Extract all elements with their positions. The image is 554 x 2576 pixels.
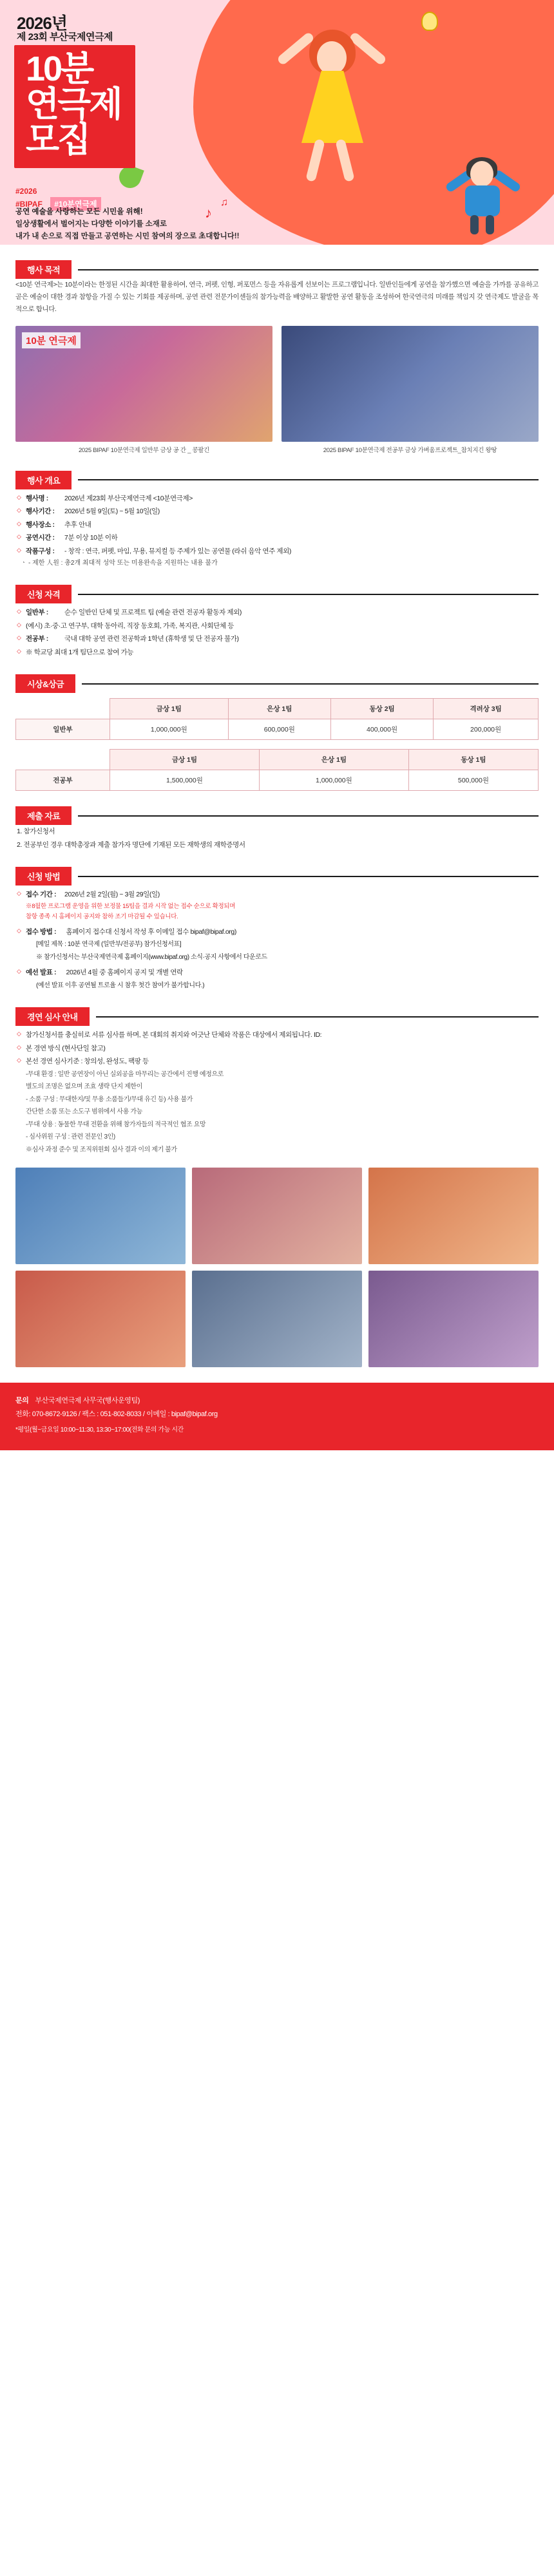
submit-item-2: 2. 전공부인 경우 대학총장과 제출 참가자 명단에 기재된 모든 재학생의 재학증명서 — [17, 840, 245, 849]
table-header-row — [16, 699, 539, 719]
list-item — [17, 966, 539, 979]
table-row — [16, 770, 539, 791]
apply-note-2: 참항 종족 시 홈페이지 공지와 참하 조기 마감될 수 있습니다. — [26, 913, 178, 921]
section-submit-header — [15, 806, 539, 825]
apply-list — [17, 888, 539, 901]
section-purpose-header — [15, 260, 539, 279]
hashtag-bipaf: #BIPAF — [15, 200, 43, 209]
section-overview-header — [15, 471, 539, 489]
judging-item-9: ※심사 과정 준수 및 조직위원회 심사 결과 이의 제기 불가 — [26, 1146, 177, 1153]
apply-red-notes — [26, 902, 539, 923]
section-title-submit: 제출 자료 — [15, 806, 72, 825]
gallery-image-5 — [192, 1271, 362, 1367]
prize-value-gold: 1,000,000원 — [110, 719, 228, 740]
judging-list — [17, 1028, 539, 1068]
overview-list — [17, 492, 539, 558]
eligibility-label-0: 일반부 : — [26, 609, 48, 617]
section-title-eligibility: 신청 자격 — [15, 585, 72, 603]
hero-banner — [0, 0, 554, 245]
judging-item-5: - 소품 구성 : 무대한지/및 무용 소품들기/무대 유긴 등) 사용 불가 — [26, 1095, 193, 1103]
footer-label: 문의 — [15, 1397, 29, 1405]
prize-value-silver-2: 1,000,000원 — [259, 770, 408, 791]
eligibility-label-2: 전공부 : — [26, 635, 48, 643]
eligibility-value-0: 순수 일반인 단체 및 프로젝트 팀 (예술 관련 전공자 활동자 제외) — [64, 609, 242, 617]
purpose-body-text: <10분 연극제>는 10분이라는 한정된 시간을 최대한 활용하여, 연극, 퍼펫, 인형, 퍼포먼스 등을 자유롭게 선보이는 프로그램입니다. 일반인들에게 공연을 참가했으면 예술을 가까를 공유하고 곧은 예술이 대한 경과 참항을 가질 수 있는 기회를 제공하며, 공연 관련 전문가이센들의 참가능력을 배양하고 활발한 공연 활동을 조성하여 한국연극의 미래를 책임지 갖 연극제도 발굴을 목적으로 합니다. — [15, 281, 539, 313]
list-item — [17, 518, 539, 531]
lightbulb-icon — [421, 12, 438, 31]
prize-value-silver: 600,000원 — [228, 719, 330, 740]
judging-item-6: 간단한 소품 또는 소도구 범위에서 사용 가능 — [26, 1108, 142, 1116]
list-item — [17, 888, 539, 901]
row-header-major: 전공부 — [16, 770, 110, 791]
divider — [96, 1016, 539, 1018]
apply-method-line-3: ※ 참가신청서는 부산국제연극제 홈페이지(www.bipaf.org) 소식·공지 사항에서 다운로드 — [36, 953, 267, 961]
overview-label-0: 행사명 : — [26, 494, 48, 502]
hero-subtitle: 제 23회 부산국제연극제 — [17, 32, 113, 43]
footer-hours-note: *평일(월~금요일 10:00~11:30, 13:30~17:00(전화 문의 가능 시간 — [15, 1426, 184, 1434]
prize-value-bronze: 400,000원 — [330, 719, 433, 740]
section-judging-header — [15, 1007, 539, 1026]
eligibility-value-3: ※ 학교당 최대 1개 팀단으로 참여 가능 — [26, 648, 134, 656]
apply-method-list — [17, 925, 539, 938]
submit-item-1: 1. 참가신청서 — [17, 828, 55, 836]
submit-list — [15, 825, 539, 851]
photo-caption-2: 2025 BIPAF 10분연극제 전공부 금상 가벼움프로젝트_참치지긴 왕땅 — [323, 446, 497, 454]
list-item: ◇ 본선 경연 심사기준 : 창의성, 완성도, 팩팡 등 — [17, 1055, 539, 1068]
section-title-apply: 신청 방법 — [15, 867, 72, 886]
section-eligibility-header — [15, 585, 539, 603]
list-item: ◇ 참가신청서를 충실히로 서류 심사를 하며, 본 대회의 취지와 어긋난 단체와 작품은 대상에서 제외됩니다. ID: — [17, 1028, 539, 1041]
section-title-judging: 경연 심사 안내 — [15, 1007, 90, 1026]
content-body — [0, 260, 554, 1367]
apply-period-value: 2026년 2월 2일(월) ~ 3월 29일(일) — [64, 891, 160, 899]
overview-value-0: 2026년 제23회 부산국제연극제 <10분연극제> — [64, 494, 193, 502]
divider — [78, 479, 539, 480]
overview-label-1: 행사기간 : — [26, 507, 55, 516]
column-header-bronze: 동상 2팀 — [330, 699, 433, 719]
photo-overlay-label-1: 10분 연극제 — [22, 332, 81, 348]
apply-method-extra — [35, 938, 539, 963]
hero-intro-line-3: 내가 내 손으로 직접 만들고 공연하는 시민 참여의 장으로 초대합니다!! — [15, 232, 240, 240]
section-title-purpose: 행사 목적 — [15, 260, 72, 279]
hero-title-line-1: 10분 — [26, 50, 93, 88]
hero-intro-text — [15, 206, 239, 243]
photo-row — [15, 326, 539, 455]
apply-result-line-2: (예선 발표 이후 공연될 트로율 시 참후 첫간 참여가 불가합니다.) — [36, 981, 205, 989]
judging-item-4: 별도의 조명은 없으며 조효 생략 단지 제한이 — [26, 1083, 142, 1091]
prize-value-gold-2: 1,500,000원 — [110, 770, 259, 791]
footer-contact-line: 전화: 070-8672-9126 / 팩스 : 051-802-8033 / 이메일 : bipaf@bipaf.org — [15, 1410, 218, 1419]
footer-contact — [0, 1383, 554, 1450]
hashtag-10min: #10분연극제 — [50, 197, 100, 211]
divider — [78, 876, 539, 877]
prize-value-bronze-2: 500,000원 — [408, 770, 538, 791]
blue-character-illustration — [444, 161, 522, 232]
prize-table-major — [15, 749, 539, 791]
apply-result-extra — [35, 980, 539, 992]
gallery-image-2 — [192, 1168, 362, 1264]
gallery-image-3 — [368, 1168, 539, 1264]
apply-method-line-1: 홈페이지 접수대 신청서 작성 후 이메일 접수 bipaf@bipaf.org) — [66, 927, 236, 936]
list-item — [17, 632, 539, 645]
photo-item-1 — [15, 326, 272, 455]
list-item — [17, 925, 539, 938]
eligibility-value-2: 국내 대학 공연 관련 전공학과 1학년 (휴학생 및 단 전공자 불가) — [64, 635, 239, 643]
row-header-general: 일반부 — [16, 719, 110, 740]
apply-result-label: 예선 발표 : — [26, 969, 57, 977]
list-item — [17, 545, 539, 558]
column-header-bronze-2: 동상 1팀 — [408, 750, 538, 770]
hero-intro-line-2: 일상생활에서 벌어지는 다양한 이야기를 소재로 — [15, 220, 167, 228]
photo-image-1 — [15, 326, 272, 442]
overview-value-1: 2026년 5월 9일(토) ~ 5월 10일(일) — [64, 507, 160, 516]
judging-sub-list — [24, 1068, 539, 1157]
table-header-row — [16, 750, 539, 770]
gallery-image-4 — [15, 1271, 186, 1367]
list-item — [17, 531, 539, 544]
column-header-silver: 은상 1팀 — [228, 699, 330, 719]
footer-org-row — [15, 1394, 539, 1408]
music-note-icon-2: ♫ — [220, 197, 228, 208]
section-title-prizes: 시상&상금 — [15, 674, 75, 693]
column-header-encourage: 격려상 3팀 — [434, 699, 539, 719]
overview-sublist — [21, 558, 539, 569]
divider — [78, 269, 539, 270]
list-item-note-2 — [17, 646, 539, 659]
apply-method-label: 접수 방법 : — [26, 927, 57, 936]
hero-title-box — [14, 45, 135, 168]
section-prizes-header — [15, 674, 539, 693]
table-corner-cell — [16, 699, 110, 719]
apply-result-line-1: 2026년 4월 중 홈페이지 공지 및 개별 연락 — [66, 969, 183, 977]
divider — [82, 683, 539, 685]
overview-label-3: 공연시간 : — [26, 534, 55, 542]
music-note-icon: ♪ — [205, 205, 212, 221]
photo-gallery — [15, 1168, 539, 1367]
prize-table-general — [15, 698, 539, 740]
section-apply-header — [15, 867, 539, 886]
hero-year: 2026년 — [17, 14, 67, 33]
apply-period-label: 접수 기간 : — [26, 891, 57, 899]
list-item — [17, 505, 539, 518]
overview-value-2: 추후 안내 — [64, 520, 91, 529]
dancer-illustration — [271, 22, 399, 189]
prize-value-encourage: 200,000원 — [434, 719, 539, 740]
list-item: ㆍ - 제한 人원 : 총2개 최대적 성악 또는 미용완속을 지원하는 내용 불가 — [21, 558, 539, 569]
judging-item-8: - 심사위원 구성 : 관련 전문인 3인) — [26, 1133, 115, 1141]
footer-org: 부산국제연극제 사무국(행사운영팀) — [35, 1397, 140, 1405]
gallery-image-6 — [368, 1271, 539, 1367]
table-row — [16, 719, 539, 740]
photo-caption-1: 2025 BIPAF 10분연극제 일반부 금상 공 간 _ 콩팔긴 — [78, 446, 210, 454]
hashtag-year: #2026 — [15, 187, 37, 196]
column-header-silver-2: 은상 1팀 — [259, 750, 408, 770]
eligibility-value-1: (예시) 초·중·고 연구부, 대학 동아리, 직장 동호회, 가족, 복지관, 사회단체 등 — [26, 621, 234, 630]
overview-label-2: 행사장소 : — [26, 520, 55, 529]
column-header-gold: 금상 1팀 — [110, 699, 228, 719]
gallery-image-1 — [15, 1168, 186, 1264]
section-title-overview: 행사 개요 — [15, 471, 72, 489]
apply-method-line-2: [메일 제목 : 10분 연극제 (일반부/전공부) 참가신청서표] — [36, 941, 182, 949]
divider — [78, 815, 539, 817]
photo-item-2 — [282, 326, 539, 455]
overview-value-3: 7분 이상 10분 이하 — [64, 534, 118, 542]
eligibility-list — [17, 606, 539, 659]
hero-intro-line-1: 공연 예술을 사랑하는 모든 시민을 위해! — [15, 208, 143, 216]
hero-title-line-3: 모집 — [26, 120, 90, 160]
apply-result-list — [17, 966, 539, 979]
judging-item-3: -무대 환경 : 일반 공연장이 아닌 실외공을 마무리는 공간에서 진행 예정으로 — [26, 1070, 224, 1078]
table-corner-cell-2 — [16, 750, 110, 770]
judging-item-7: -무대 상용 : 동물한 무대 전환을 위해 참가자들의 적극적인 협조 요망 — [26, 1121, 206, 1128]
hero-title-line-2: 연극제 — [26, 85, 121, 124]
divider — [78, 594, 539, 595]
list-item — [17, 492, 539, 505]
column-header-gold-2: 금상 1팀 — [110, 750, 259, 770]
apply-note-1: ※8월한 프로그램 운영을 위한 보정물 15팀을 결과 시작 없는 접수 순으로 확정되며 — [26, 902, 236, 910]
list-item: ◇ 본 경연 방식 (현사단일 참고) — [17, 1042, 539, 1055]
overview-label-4: 작품구성 : — [26, 547, 55, 555]
overview-value-4: - 창작 : 연극, 퍼펫, 마임, 무용, 뮤지컬 등 주제가 있는 공연물 (라쉬 음악 연주 제외) — [64, 547, 291, 555]
list-item — [17, 606, 539, 619]
list-item-note — [17, 620, 539, 632]
photo-image-2 — [282, 326, 539, 442]
